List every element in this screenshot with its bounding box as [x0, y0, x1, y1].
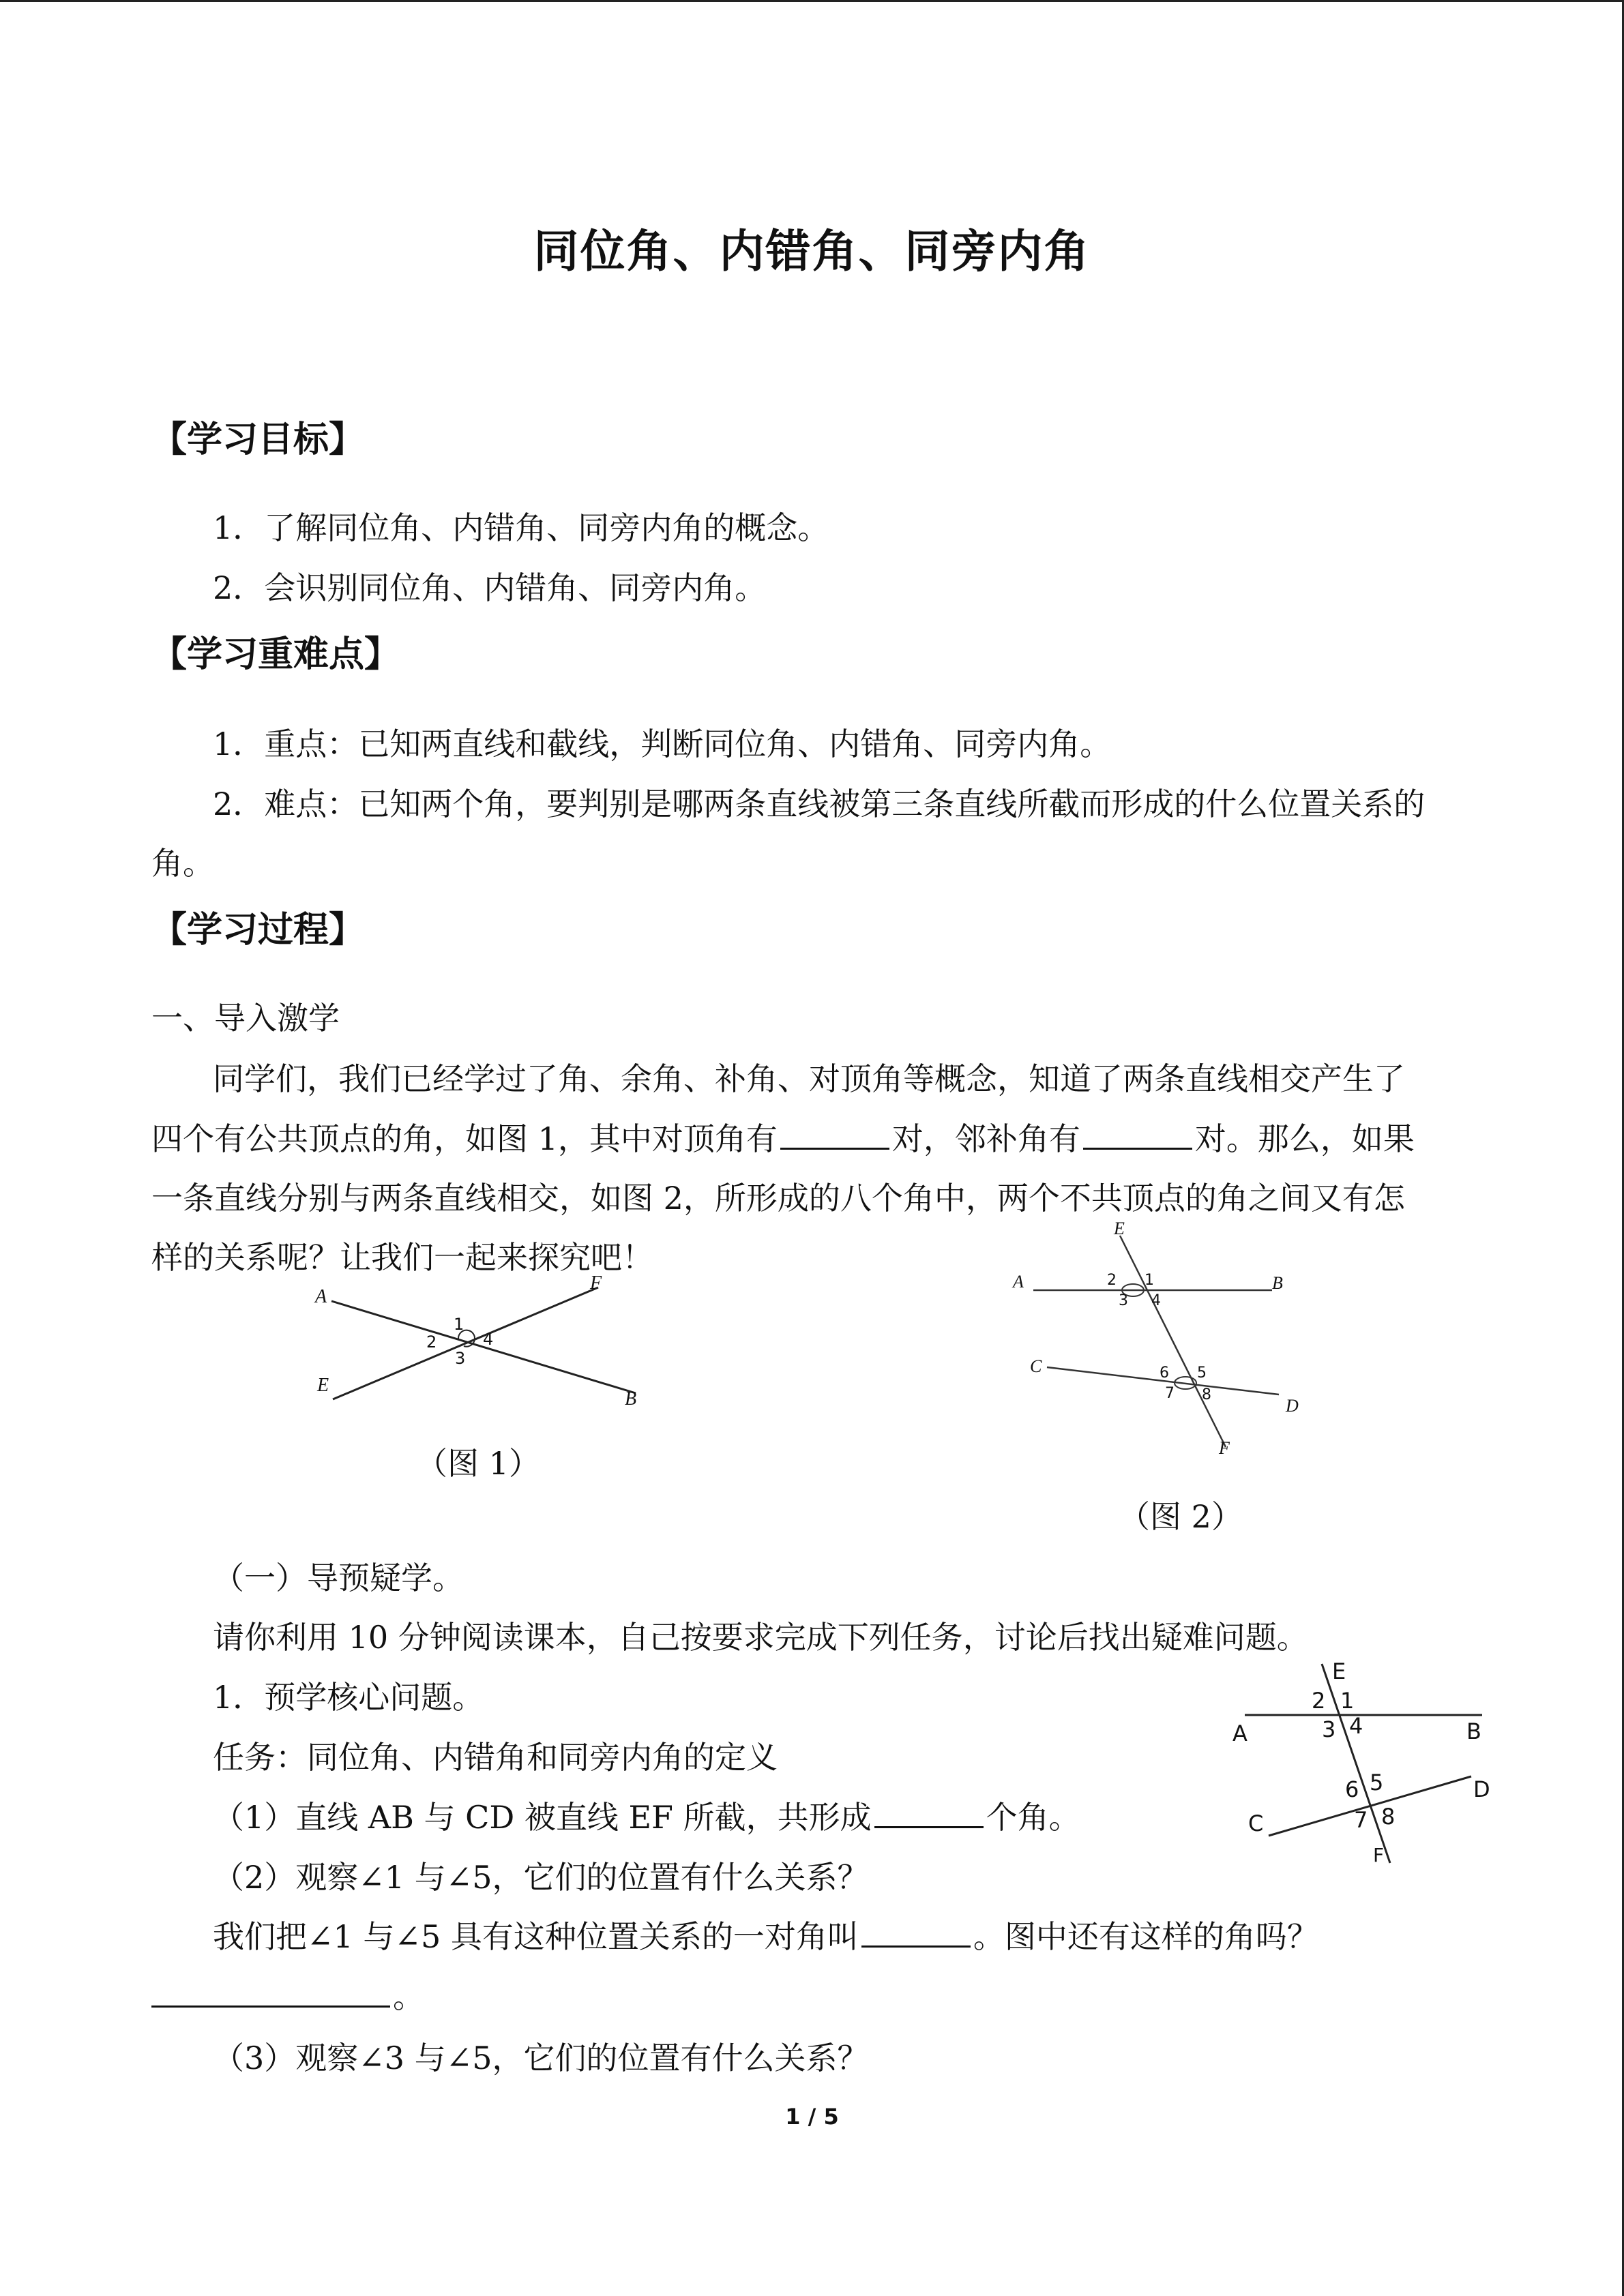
label-4: 4	[1151, 1292, 1161, 1309]
label-2: 2	[426, 1332, 437, 1352]
figure-3	[1224, 1657, 1504, 1875]
intro-p2-b: 对，邻补角有	[891, 1120, 1080, 1157]
label-1: 1	[454, 1315, 464, 1334]
line-ef	[1322, 1664, 1390, 1863]
key-2: 2．难点：已知两个角，要判别是哪两条直线被第三条直线所截而形成的什么位置关系的	[213, 786, 1426, 822]
label-E: E	[1114, 1219, 1125, 1238]
label-5: 5	[1370, 1770, 1384, 1795]
key-1: 1．重点：已知两直线和截线，判断同位角、内错角、同旁内角。	[213, 726, 1112, 762]
intro-p2	[151, 1114, 1415, 1159]
label-B: B	[1466, 1718, 1481, 1744]
top-border	[0, 0, 1624, 2]
question-2-answer-line	[151, 1972, 424, 2017]
goal-1: 1．了解同位角、内错角、同旁内角的概念。	[213, 509, 829, 546]
blank-vertical-pairs[interactable]	[780, 1116, 889, 1150]
label-C: C	[1248, 1810, 1264, 1836]
label-4: 4	[483, 1330, 494, 1349]
label-2: 2	[1312, 1688, 1326, 1714]
line-ef	[333, 1287, 598, 1399]
process-heading: 【学习过程】	[151, 910, 365, 951]
goals-heading: 【学习目标】	[151, 419, 365, 460]
blank-other-pairs[interactable]	[151, 1974, 390, 2008]
intro-p2-a: 四个有公共顶点的角，如图 1，其中对顶角有	[151, 1120, 778, 1157]
label-A: A	[1232, 1720, 1247, 1746]
preview-task: 任务：同位角、内错角和同旁内角的定义	[213, 1739, 778, 1776]
key-2-cont: 角。	[151, 845, 214, 882]
label-7: 7	[1165, 1385, 1175, 1402]
label-E: E	[1332, 1658, 1346, 1684]
blank-angle-name[interactable]	[861, 1914, 971, 1948]
label-3: 3	[1119, 1292, 1128, 1309]
intro-p4: 样的关系呢？让我们一起来探究吧！	[151, 1239, 653, 1276]
intro-p2-c: 对。那么，如果	[1194, 1120, 1415, 1157]
question-1-a: （1）直线 AB 与 CD 被直线 EF 所截，共形成	[213, 1799, 872, 1836]
label-4: 4	[1349, 1713, 1363, 1739]
preview-heading: （一）导预疑学。	[213, 1560, 464, 1596]
intro-p3: 一条直线分别与两条直线相交，如图 2，所形成的八个角中，两个不共顶点的角之间又有怎	[151, 1180, 1405, 1217]
label-3: 3	[455, 1349, 466, 1368]
question-2-fill-b: 。图中还有这样的角吗？	[973, 1918, 1318, 1955]
blank-angle-count[interactable]	[874, 1795, 984, 1828]
question-1	[213, 1793, 1080, 1838]
page-number: 1 / 5	[785, 2104, 839, 2130]
preview-question-heading: 1．预学核心问题。	[213, 1679, 484, 1716]
question-2-end: 。	[393, 1978, 424, 2015]
page-title: 同位角、内错角、同旁内角	[533, 225, 1091, 278]
label-E: E	[317, 1375, 329, 1396]
label-A: A	[315, 1286, 327, 1307]
label-F: F	[590, 1272, 602, 1294]
question-3: （3）观察∠3 与∠5，它们的位置有什么关系？	[213, 2040, 869, 2076]
figure-2-caption: （图 2）	[1119, 1498, 1243, 1535]
label-1: 1	[1145, 1272, 1154, 1289]
blank-adjacent-pairs[interactable]	[1083, 1116, 1192, 1150]
question-2: （2）观察∠1 与∠5，它们的位置有什么关系？	[213, 1859, 869, 1896]
label-8: 8	[1381, 1804, 1396, 1830]
label-2: 2	[1107, 1272, 1117, 1289]
question-1-b: 个角。	[986, 1799, 1080, 1836]
line-ef	[1120, 1236, 1226, 1447]
figure-2	[999, 1214, 1320, 1466]
label-A: A	[1013, 1272, 1024, 1292]
label-8: 8	[1202, 1386, 1211, 1403]
label-1: 1	[1340, 1688, 1355, 1714]
label-D: D	[1473, 1776, 1490, 1802]
goal-2: 2．会识别同位角、内错角、同旁内角。	[213, 569, 767, 606]
label-B: B	[1272, 1273, 1283, 1293]
label-F: F	[1373, 1844, 1385, 1866]
label-D: D	[1286, 1396, 1299, 1416]
label-B: B	[625, 1388, 637, 1410]
label-7: 7	[1354, 1807, 1368, 1833]
question-2-fill-a: 我们把∠1 与∠5 具有这种位置关系的一对角叫	[213, 1918, 859, 1955]
intro-heading: 一、导入激学	[151, 1000, 340, 1037]
label-5: 5	[1197, 1365, 1207, 1382]
label-6: 6	[1345, 1776, 1359, 1802]
intro-p1: 同学们，我们已经学过了角、余角、补角、对顶角等概念，知道了两条直线相交产生了	[213, 1060, 1405, 1097]
figure-1-caption: （图 1）	[416, 1445, 540, 1482]
preview-p1: 请你利用 10 分钟阅读课本，自己按要求完成下列任务，讨论后找出疑难问题。	[213, 1619, 1308, 1656]
label-F: F	[1219, 1438, 1230, 1458]
label-6: 6	[1160, 1365, 1169, 1382]
key-heading: 【学习重难点】	[151, 634, 400, 675]
label-C: C	[1030, 1356, 1042, 1376]
figure-1	[300, 1268, 655, 1425]
label-3: 3	[1322, 1716, 1336, 1742]
question-2-fill	[213, 1912, 1318, 1957]
